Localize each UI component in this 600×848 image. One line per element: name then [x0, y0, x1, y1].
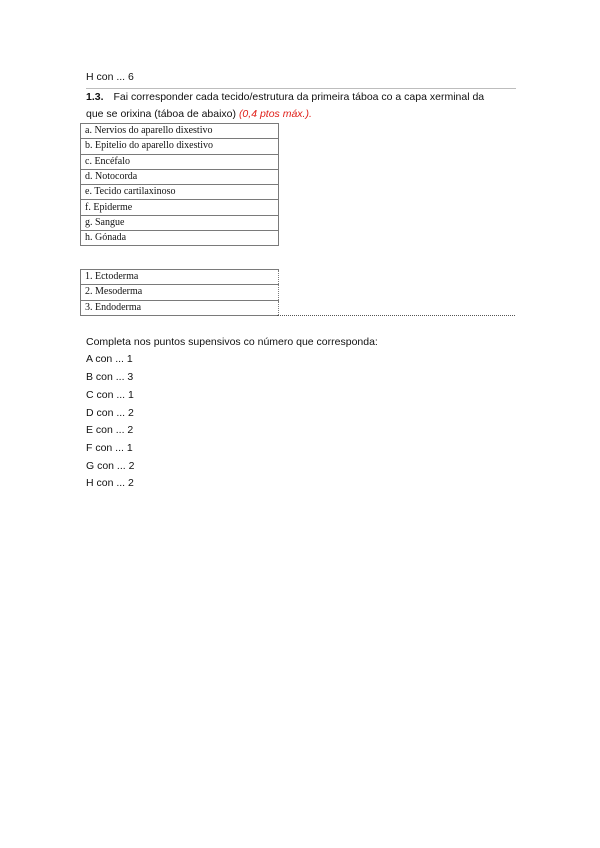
question-number: 1.3. [86, 91, 104, 103]
table-row [81, 200, 279, 215]
question-line-2 [86, 108, 312, 120]
tissue-cell: f. Epiderme [81, 200, 279, 215]
answer-line: C con ... 1 [86, 389, 134, 401]
table-row [81, 300, 279, 315]
question-points: (0,4 ptos máx.). [238, 108, 312, 120]
table-row [81, 154, 279, 169]
germ-layer-cell: 1. Ectoderma [81, 270, 279, 285]
dotted-line [277, 315, 515, 316]
table-row [81, 215, 279, 230]
table-row [81, 270, 279, 285]
answer-line: F con ... 1 [86, 442, 133, 454]
previous-answer-line: H con ... 6 [86, 71, 134, 83]
table-row [81, 169, 279, 184]
answer-line: G con ... 2 [86, 460, 135, 472]
tissue-cell: g. Sangue [81, 215, 279, 230]
tissue-cell: b. Epitelio do aparello dixestivo [81, 139, 279, 154]
germ-layer-cell: 2. Mesoderma [81, 285, 279, 300]
table-row [81, 231, 279, 246]
tissue-cell: a. Nervios do aparello dixestivo [81, 124, 279, 139]
question-line-1 [86, 91, 484, 103]
question-text-1: Fai corresponder cada tecido/estrutura da primeira táboa co a capa xerminal da [113, 91, 485, 103]
tissues-table [80, 123, 279, 246]
germ-layer-cell: 3. Endoderma [81, 300, 279, 315]
table-row [81, 124, 279, 139]
answer-line: A con ... 1 [86, 353, 133, 365]
tissue-cell: d. Notocorda [81, 169, 279, 184]
tissue-cell: e. Tecido cartilaxinoso [81, 185, 279, 200]
section-divider [86, 88, 516, 89]
tissue-cell: c. Encéfalo [81, 154, 279, 169]
germ-layers-table [80, 269, 279, 316]
question-text-2: que se orixina (táboa de abaixo) [86, 108, 237, 120]
answer-line: H con ... 2 [86, 477, 134, 489]
answer-line: B con ... 3 [86, 371, 134, 383]
instruction-text: Completa nos puntos supensivos co número que corresponda: [86, 336, 378, 348]
tissue-cell: h. Gónada [81, 231, 279, 246]
table-row [81, 139, 279, 154]
table-row [81, 285, 279, 300]
answer-line: D con ... 2 [86, 407, 134, 419]
answer-line: E con ... 2 [86, 424, 134, 436]
table-row [81, 185, 279, 200]
